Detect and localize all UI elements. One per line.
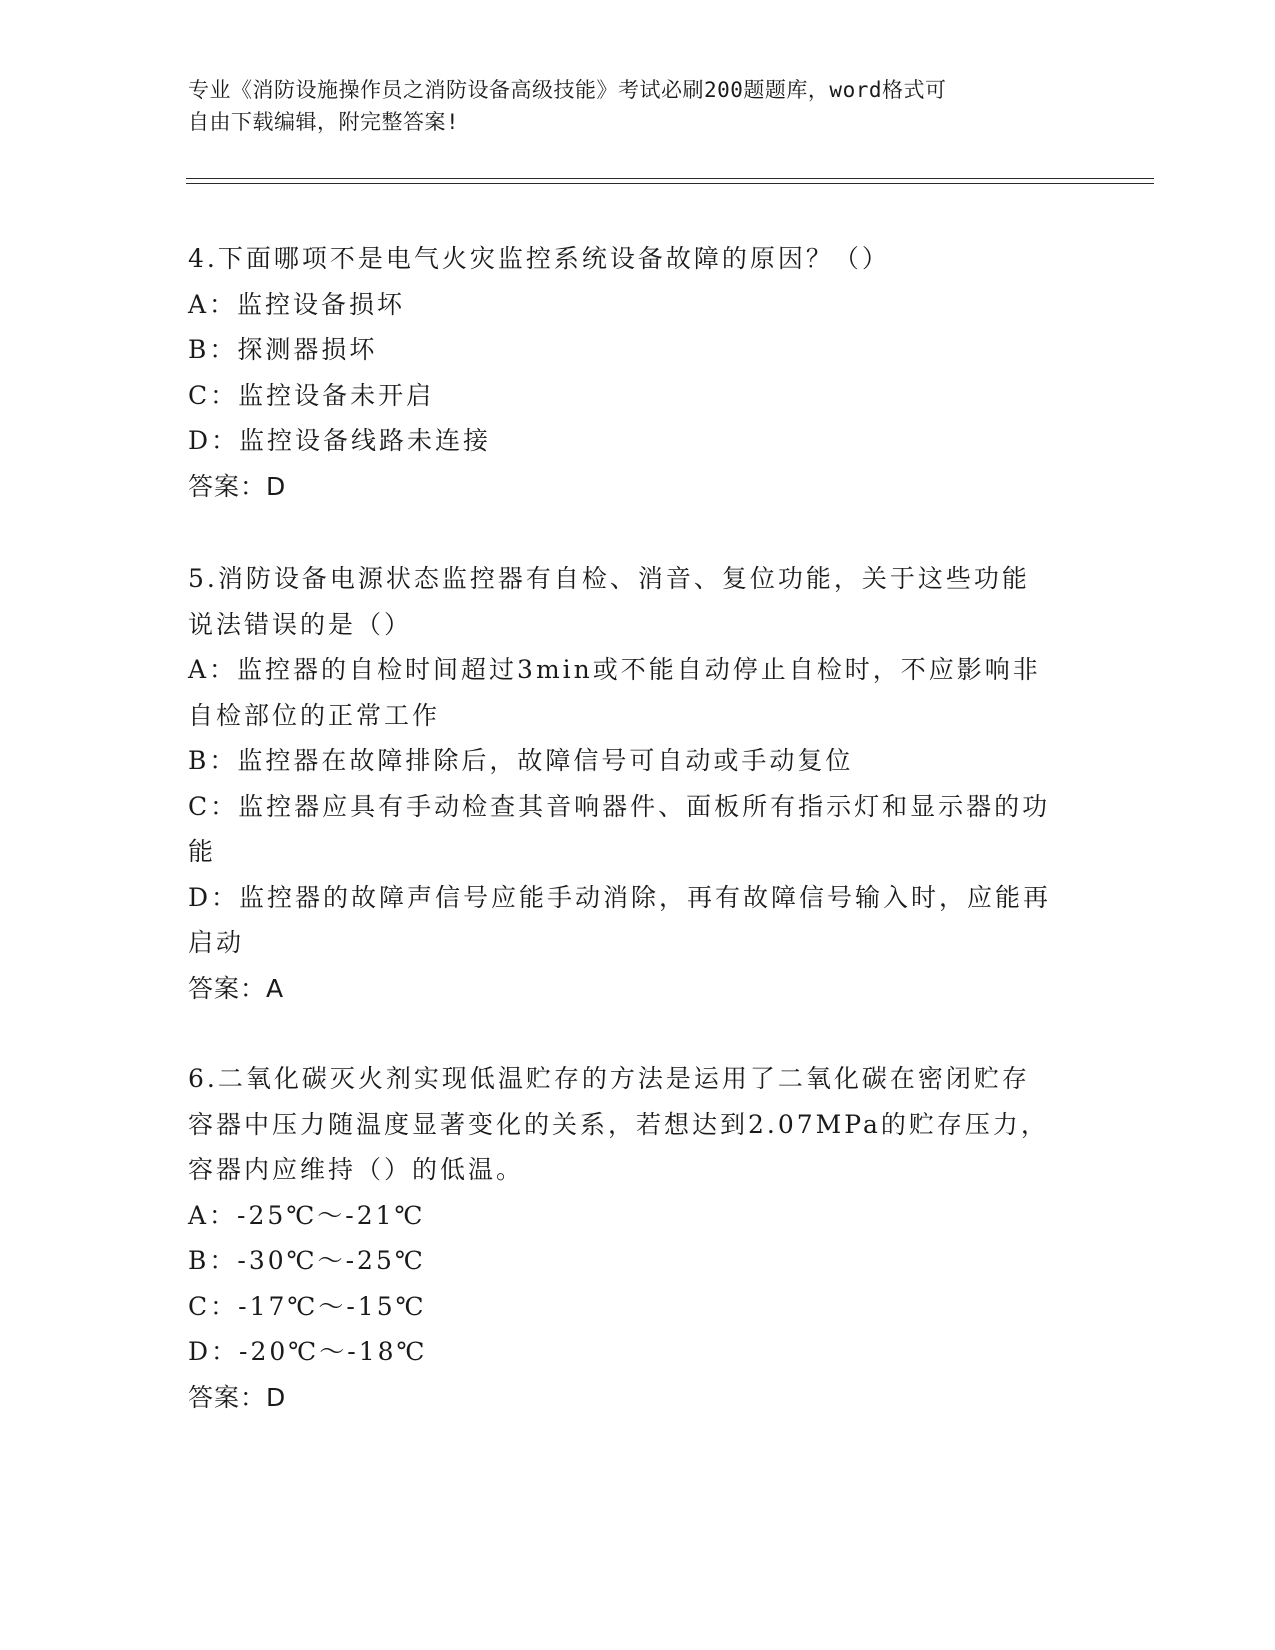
question-4-stem: 4.下面哪项不是电气火灾监控系统设备故障的原因？（） [188,244,890,273]
header-line-1: 专业《消防设施操作员之消防设备高级技能》考试必刷200题题库，word格式可 [188,78,947,102]
question-6-stem-line-1: 6.二氧化碳灭火剂实现低温贮存的方法是运用了二氧化碳在密闭贮存 [188,1064,1030,1093]
question-5-option-a-line-1: A：监控器的自检时间超过3min或不能自动停止自检时，不应影响非 [188,655,1041,684]
question-5 [188,556,1078,1011]
header-divider-top [186,178,1154,179]
question-4-option-d: D：监控设备线路未连接 [188,426,492,455]
question-4-option-b: B：探测器损坏 [188,335,378,364]
question-5-option-c-line-1: C：监控器应具有手动检查其音响器件、面板所有指示灯和显示器的功 [188,791,1051,821]
question-6-stem-line-2: 容器中压力随温度显著变化的关系，若想达到2.07MPa的贮存压力， [188,1109,1049,1139]
header-divider-bottom [186,183,1154,184]
question-5-option-b: B：监控器在故障排除后，故障信号可自动或手动复位 [188,746,854,775]
question-6-option-d: D：-20℃～-18℃ [188,1337,428,1366]
header-line-2: 自由下载编辑，附完整答案! [188,110,460,134]
question-6-stem-line-3: 容器内应维持（）的低温。 [188,1155,525,1184]
question-5-answer: 答案：A [188,973,285,1003]
question-4-option-c: C：监控设备未开启 [188,380,435,410]
question-4-answer: 答案：D [188,471,287,501]
question-6-answer: 答案：D [188,1382,287,1412]
question-6-option-c: C：-17℃～-15℃ [188,1291,427,1321]
question-6 [188,1056,1078,1420]
question-4-option-a: A：监控设备损坏 [188,289,406,319]
question-6-option-b: B：-30℃～-25℃ [188,1246,426,1275]
question-6-option-a: A：-25℃～-21℃ [188,1200,426,1230]
question-5-option-c-line-2: 能 [188,837,217,866]
question-5-option-a-line-2: 自检部位的正常工作 [188,700,441,730]
question-5-stem-line-1: 5.消防设备电源状态监控器有自检、消音、复位功能，关于这些功能 [188,564,1030,593]
question-4 [188,236,1078,509]
question-5-option-d-line-1: D：监控器的故障声信号应能手动消除，再有故障信号输入时，应能再 [188,882,1052,912]
question-5-option-d-line-2: 启动 [188,928,245,957]
document-header [188,74,1068,138]
question-5-stem-line-2: 说法错误的是（） [188,609,413,639]
